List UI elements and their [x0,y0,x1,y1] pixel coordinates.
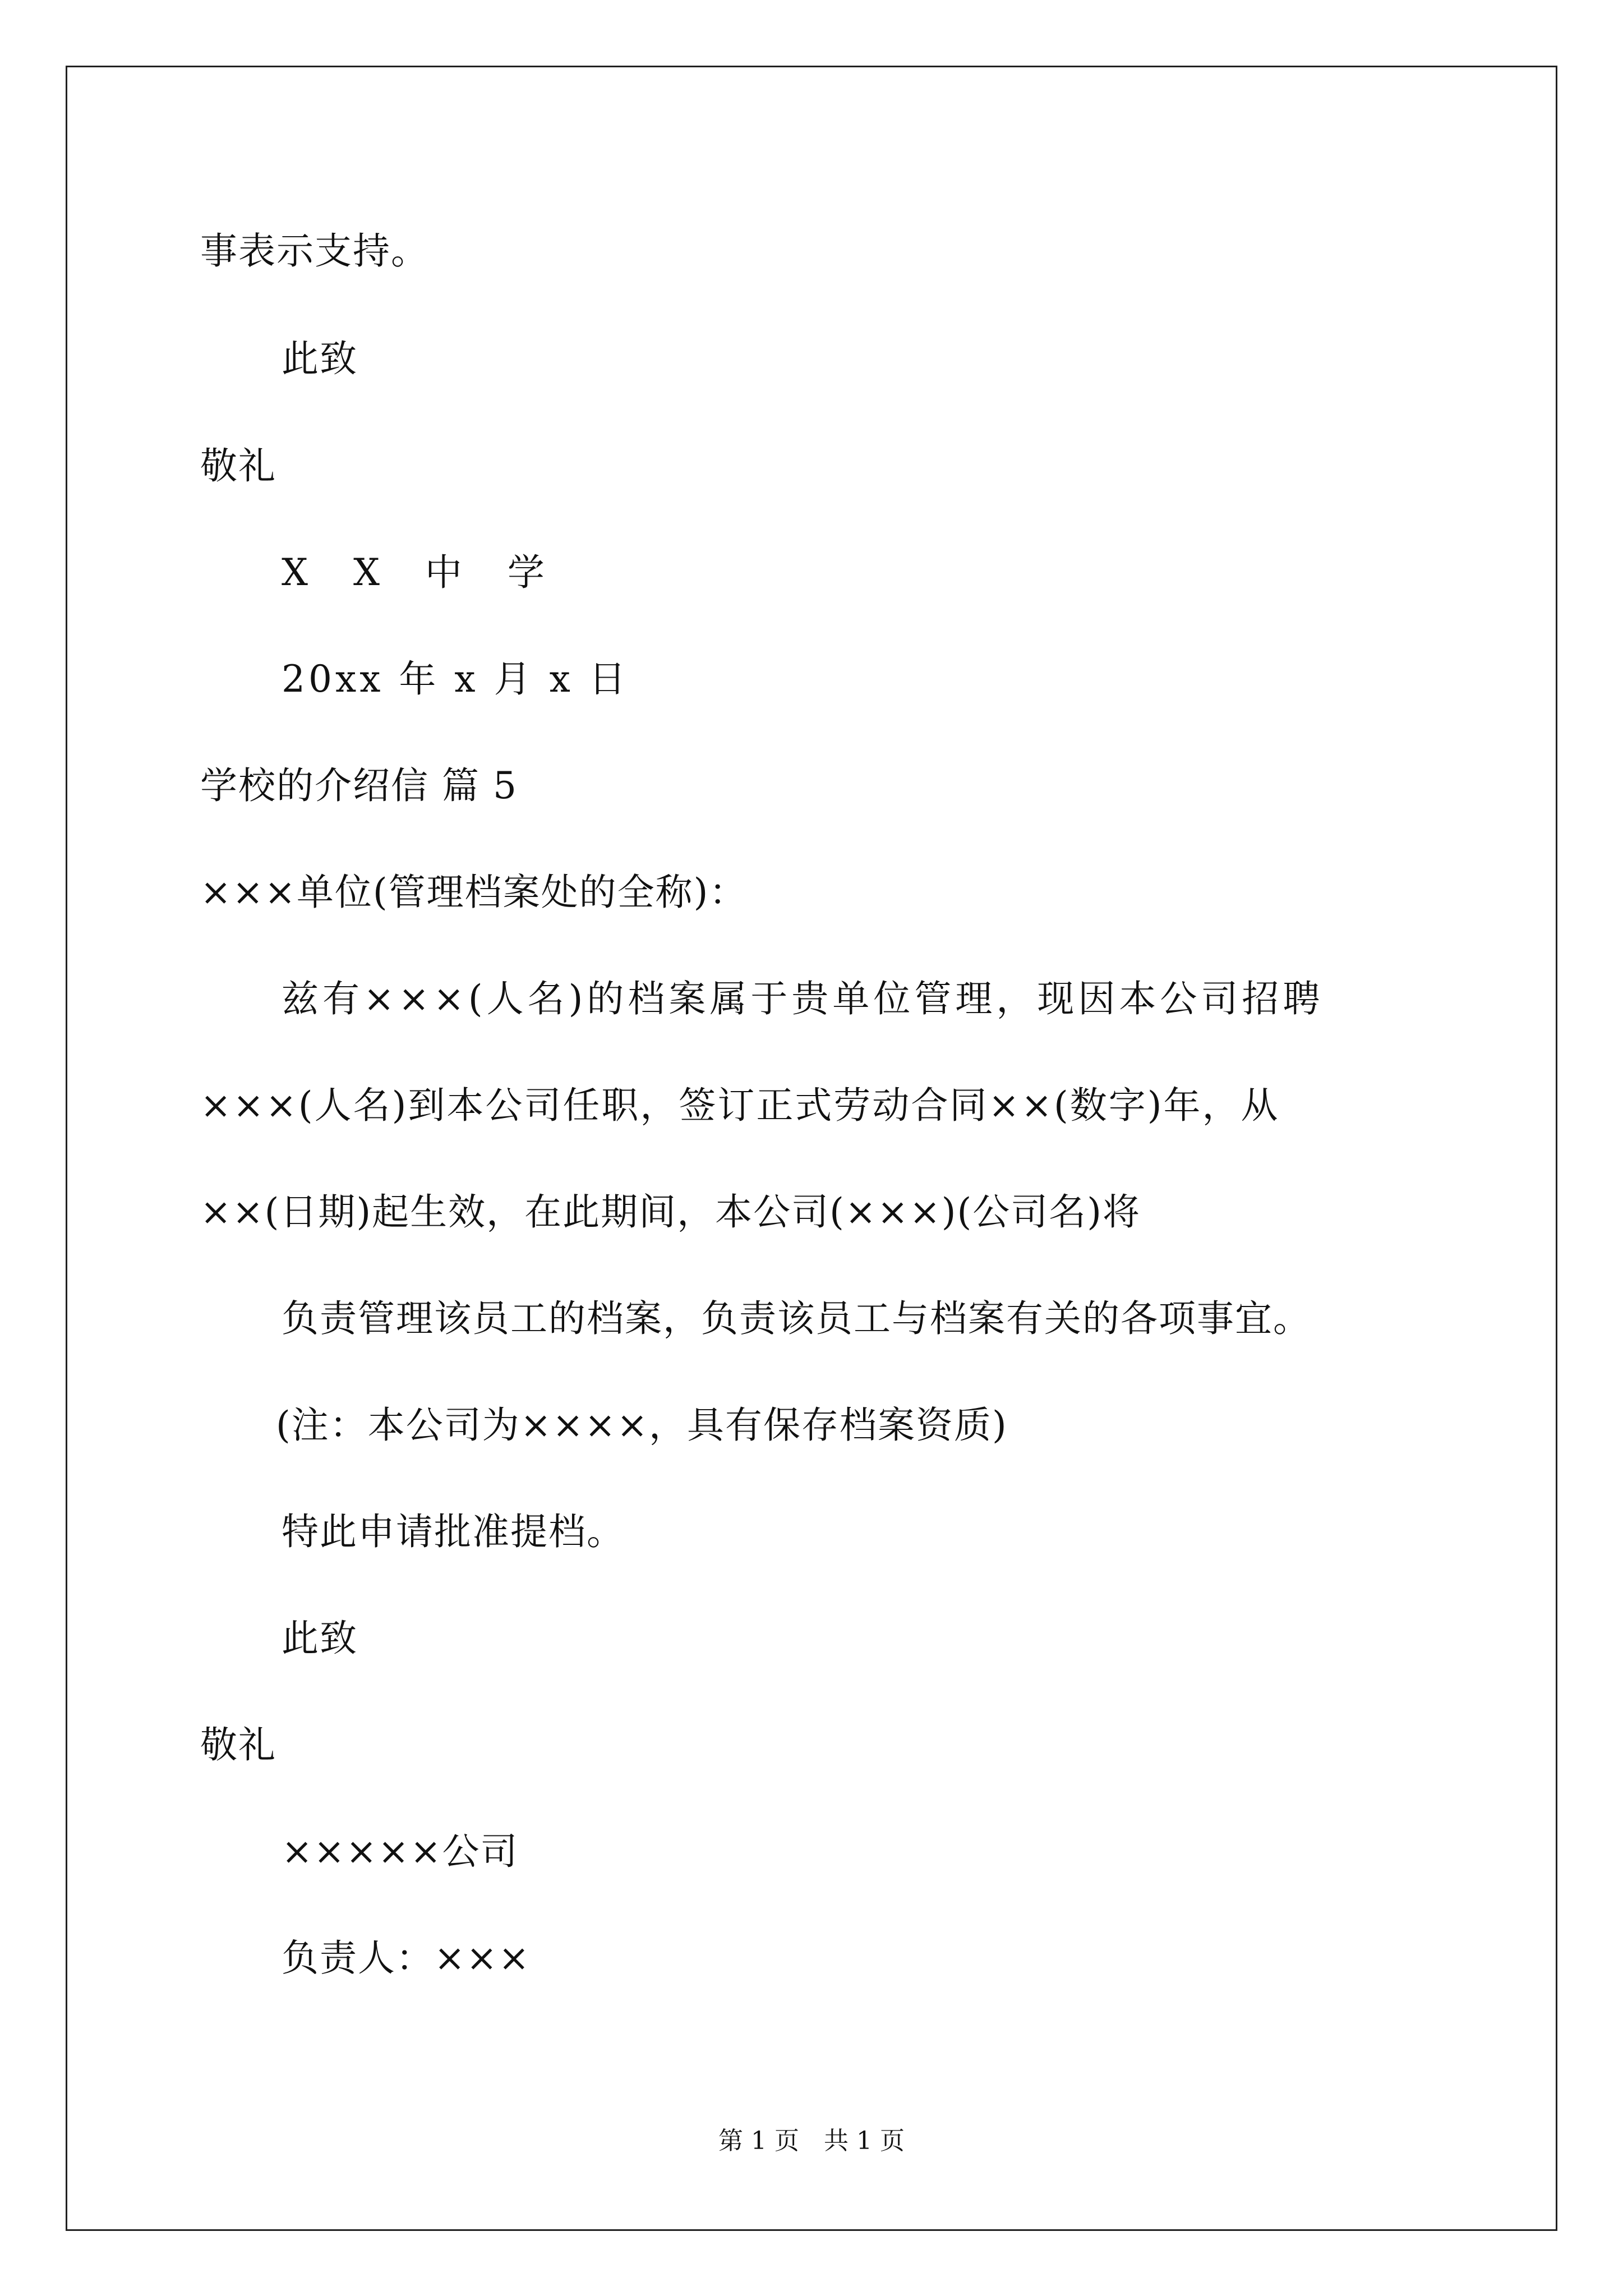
text-line-salutation-2: 此致 [282,1617,358,1660]
text-line-support: 事表示支持。 [200,229,429,273]
text-line-regards-2: 敬礼 [200,1723,276,1766]
text-line-company: ×××××公司 [282,1830,519,1873]
page-border [66,66,1557,2231]
text-line-request: 特此申请批准提档。 [282,1510,625,1553]
text-line-school-name: X X 中 学 [282,551,561,594]
text-line-body-1: 兹有×××(人名)的档案属于贵单位管理，现因本公司招聘 [282,977,1324,1020]
text-line-body-4: 负责管理该员工的档案，负责该员工与档案有关的各项事宜。 [282,1297,1311,1340]
section-heading: 学校的介绍信 篇 5 [200,764,518,807]
text-line-recipient: ×××单位(管理档案处的全称)： [200,871,748,914]
text-line-date: 20xx 年 x 月 x 日 [282,657,629,701]
page-number-footer: 第 1 页 共 1 页 [718,2127,905,2155]
text-line-regards: 敬礼 [200,444,276,487]
text-line-body-2: ×××(人名)到本公司任职，签订正式劳动合同××(数字)年，从 [200,1084,1280,1127]
text-line-note: (注：本公司为××××，具有保存档案资质) [276,1404,1008,1447]
text-line-salutation: 此致 [282,337,358,380]
text-line-responsible: 负责人：××× [282,1936,531,1980]
text-line-body-3: ××(日期)起生效，在此期间，本公司(×××)(公司名)将 [200,1190,1141,1234]
